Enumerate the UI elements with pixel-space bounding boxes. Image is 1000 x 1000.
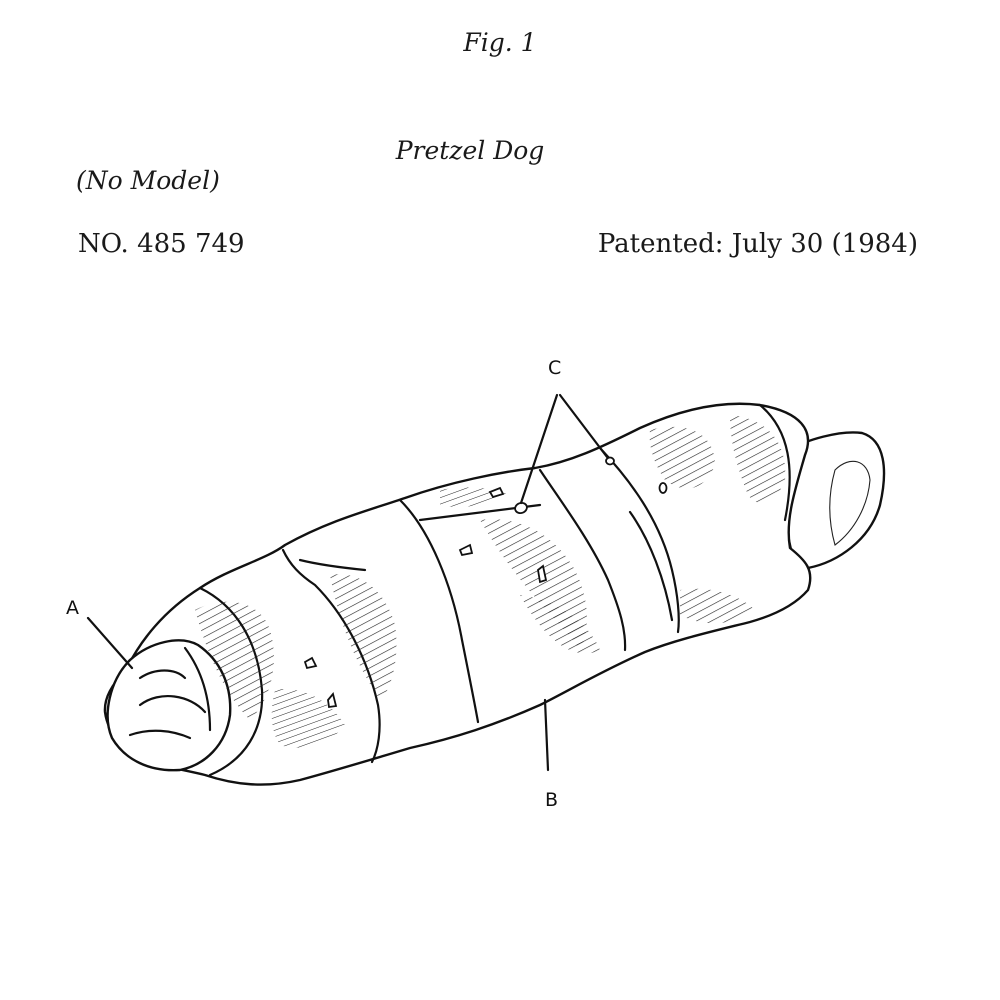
callout-b-label: B bbox=[545, 789, 559, 811]
callout-b-leader bbox=[545, 700, 548, 770]
model-note: (No Model) bbox=[76, 166, 220, 195]
callout-a-leader bbox=[88, 618, 132, 668]
callout-c-label: C bbox=[548, 357, 562, 379]
callout-a-label: A bbox=[66, 597, 79, 619]
figure-label: Fig. 1 bbox=[463, 28, 537, 57]
callout-c-leader-2 bbox=[560, 395, 607, 457]
patent-title: Pretzel Dog bbox=[395, 136, 545, 165]
patent-date: Patented: July 30 (1984) bbox=[597, 229, 918, 259]
patent-number: NO. 485 749 bbox=[78, 229, 245, 259]
